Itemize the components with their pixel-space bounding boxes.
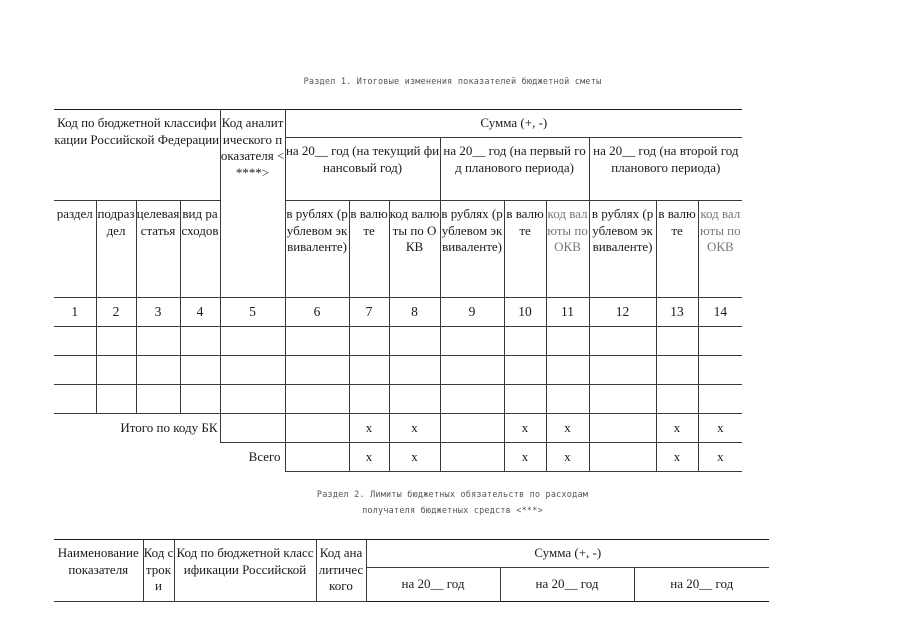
total-all-row (54, 443, 742, 472)
table-cell (96, 327, 136, 356)
year-current-header: на 20__ год (на текущий финансовый год) (285, 138, 440, 201)
column-number: 12 (589, 298, 656, 327)
total-kbk-label: Итого по коду БК (120, 420, 218, 435)
razdel-header: раздел (54, 201, 96, 298)
x-mark: x (698, 414, 742, 443)
target-article-header: целевая статья (136, 201, 180, 298)
table-cell (220, 414, 285, 443)
table-cell (54, 356, 96, 385)
table-cell (220, 327, 285, 356)
table-cell (698, 327, 742, 356)
x-mark: x (546, 443, 589, 472)
table-cell (440, 414, 504, 443)
table-row (54, 356, 742, 385)
currency-header-first: в валюте (504, 201, 546, 298)
table-cell (349, 356, 389, 385)
table-cell (136, 385, 180, 414)
column-number: 10 (504, 298, 546, 327)
column-number: 6 (285, 298, 349, 327)
year-header-3: на 20__ год (634, 568, 769, 602)
column-number: 2 (96, 298, 136, 327)
x-mark: x (656, 414, 698, 443)
currency-header-current: в валюте (349, 201, 389, 298)
section-2-table (54, 539, 769, 602)
table-cell (504, 356, 546, 385)
table-cell (285, 385, 349, 414)
column-number: 14 (698, 298, 742, 327)
table-cell (96, 356, 136, 385)
kbk-header-2: Код по бюджетной классификации Российской (174, 540, 316, 602)
table-cell (504, 327, 546, 356)
section-2-caption-line-2: получателя бюджетных средств <***> (362, 506, 543, 516)
expense-type-header: вид расходов (180, 201, 220, 298)
analytic-code-header: Код аналитического показателя <****> (220, 110, 285, 298)
column-number: 7 (349, 298, 389, 327)
okv-header-second: код валюты по ОКВ (698, 201, 742, 298)
table-cell (285, 356, 349, 385)
table-cell (136, 356, 180, 385)
year-header-2: на 20__ год (500, 568, 634, 602)
table-cell (589, 414, 656, 443)
row-code-header: Код строки (143, 540, 174, 602)
table-cell (349, 327, 389, 356)
table-cell (589, 443, 656, 472)
indicator-name-header: Наименование показателя (54, 540, 143, 602)
table-cell (96, 385, 136, 414)
table-cell (220, 385, 285, 414)
table-cell (389, 356, 440, 385)
year-first-header: на 20__ год (на первый год планового периода) (440, 138, 589, 201)
table-cell (440, 327, 504, 356)
table-cell (180, 327, 220, 356)
column-number: 9 (440, 298, 504, 327)
year-second-header: на 20__ год (на второй год планового периода) (589, 138, 742, 201)
column-number: 1 (54, 298, 96, 327)
table-cell (656, 356, 698, 385)
column-number: 3 (136, 298, 180, 327)
table-cell (589, 356, 656, 385)
table-cell (698, 385, 742, 414)
x-mark: x (349, 443, 389, 472)
section-2-caption-line-1: Раздел 2. Лимиты бюджетных обязательств по расходам (316, 490, 589, 500)
year-header-1: на 20__ год (366, 568, 500, 602)
table-cell (54, 327, 96, 356)
x-mark: x (546, 414, 589, 443)
table-cell (349, 385, 389, 414)
podrazdel-header: подраздел (96, 201, 136, 298)
table-cell (285, 443, 349, 472)
table-cell (698, 356, 742, 385)
table-cell (589, 327, 656, 356)
x-mark: x (349, 414, 389, 443)
table-cell (285, 327, 349, 356)
sum-header: Сумма (+, -) (285, 110, 742, 138)
column-number: 4 (180, 298, 220, 327)
table-cell (440, 356, 504, 385)
table-cell (220, 356, 285, 385)
table-cell (546, 327, 589, 356)
table-cell (285, 414, 349, 443)
x-mark: x (389, 443, 440, 472)
column-number: 13 (656, 298, 698, 327)
column-number-row (54, 298, 742, 327)
okv-header-current: код валюты по ОКВ (389, 201, 440, 298)
column-number: 5 (220, 298, 285, 327)
table-cell (389, 385, 440, 414)
table-cell (656, 327, 698, 356)
x-mark: x (389, 414, 440, 443)
section-1-table (54, 109, 742, 472)
analytic-code-header-2: Код аналитического (316, 540, 366, 602)
table-cell (504, 385, 546, 414)
kbk-header: Код по бюджетной классификации Российской Федерации (54, 110, 220, 201)
x-mark: x (698, 443, 742, 472)
x-mark: x (656, 443, 698, 472)
total-kbk-row (54, 414, 742, 443)
column-number: 8 (389, 298, 440, 327)
column-number: 11 (546, 298, 589, 327)
table-cell (180, 356, 220, 385)
x-mark: x (504, 414, 546, 443)
total-all-label: Всего (248, 449, 281, 464)
table-row (54, 327, 742, 356)
table-cell (589, 385, 656, 414)
table-cell (389, 327, 440, 356)
table-cell (180, 385, 220, 414)
table-cell (546, 385, 589, 414)
table-cell (440, 385, 504, 414)
table-cell (54, 385, 96, 414)
table-row (54, 385, 742, 414)
table-cell (546, 356, 589, 385)
okv-header-first: код валюты по ОКВ (546, 201, 589, 298)
section-1-caption: Раздел 1. Итоговые изменения показателей бюджетной сметы (303, 77, 602, 87)
rub-header-current: в рублях (рублевом эквиваленте) (285, 201, 349, 298)
table-cell (440, 443, 504, 472)
rub-header-second: в рублях (рублевом эквиваленте) (589, 201, 656, 298)
table-cell (136, 327, 180, 356)
rub-header-first: в рублях (рублевом эквиваленте) (440, 201, 504, 298)
currency-header-second: в валюте (656, 201, 698, 298)
x-mark: x (504, 443, 546, 472)
table-cell (656, 385, 698, 414)
sum-header-2: Сумма (+, -) (366, 540, 769, 568)
